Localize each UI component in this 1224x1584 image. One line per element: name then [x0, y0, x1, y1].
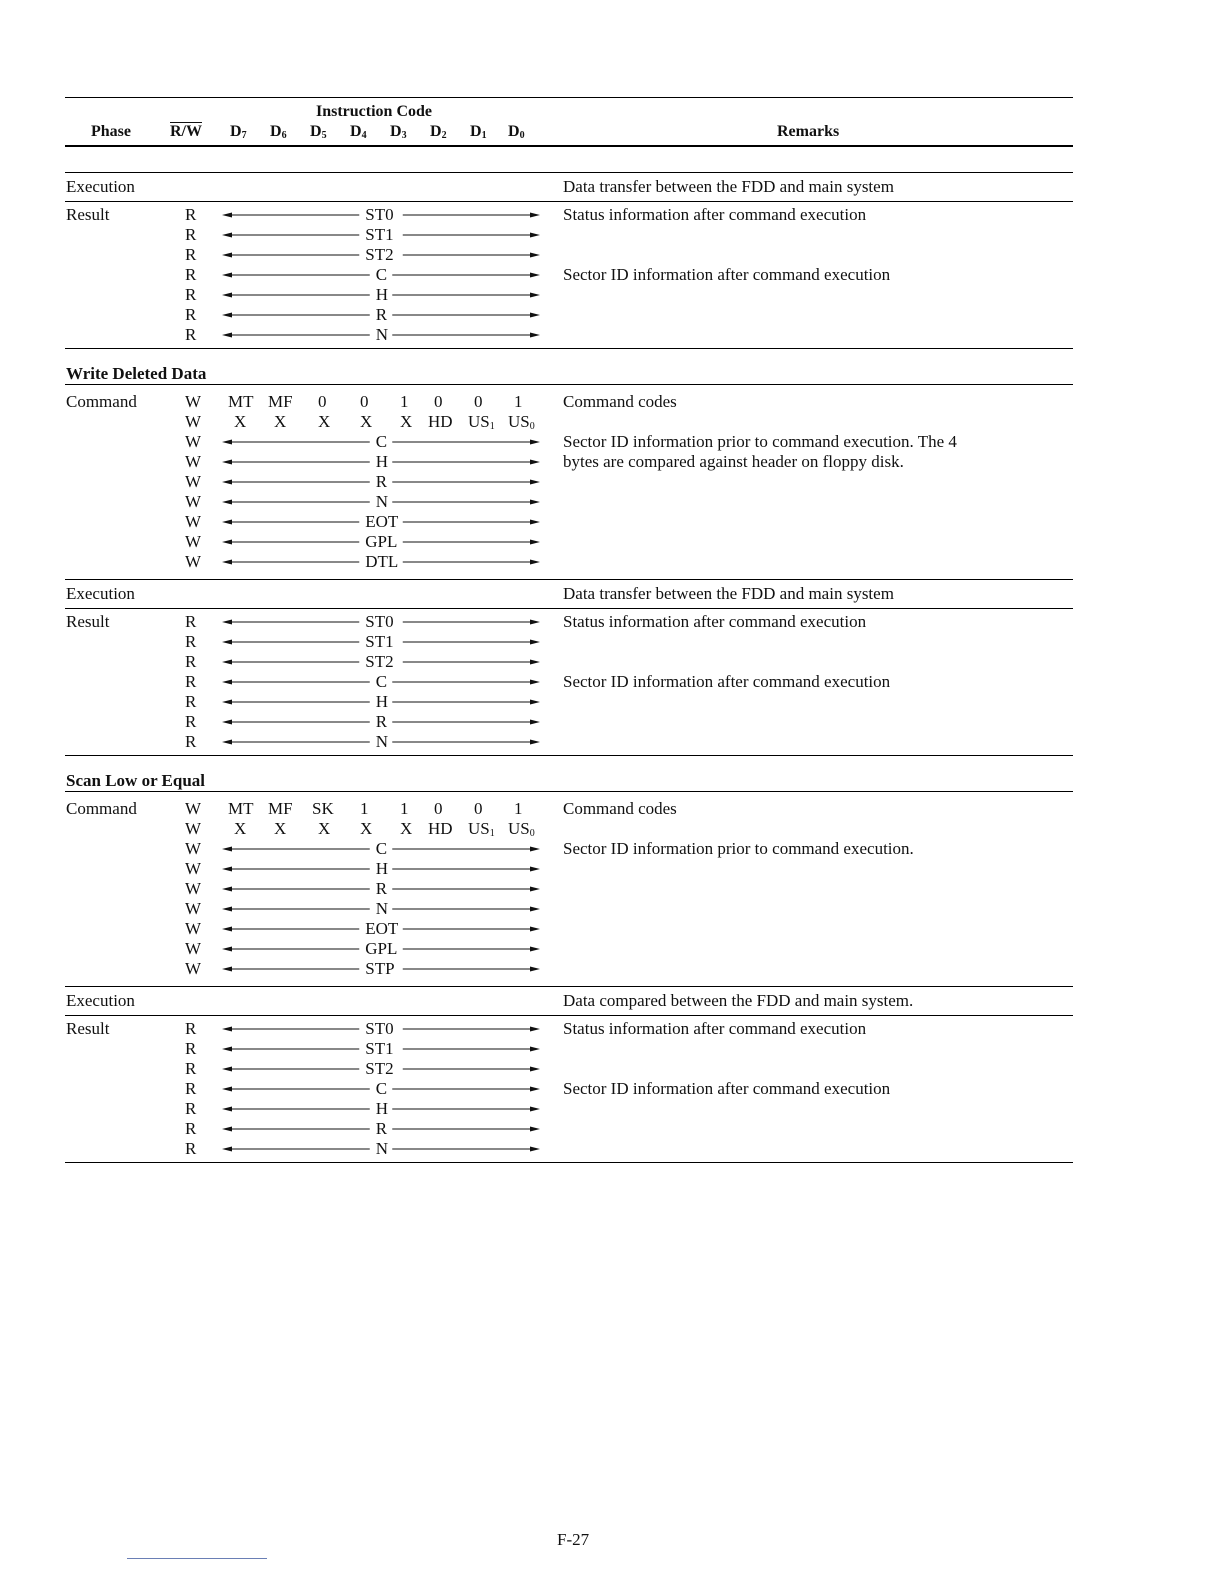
rw-cell: W — [185, 392, 202, 411]
bit-cell: X — [360, 819, 373, 838]
rw-cell: R — [185, 732, 197, 751]
bit-cell: X — [360, 412, 373, 431]
left-arrowhead — [222, 1147, 232, 1152]
field-name-n: N — [375, 492, 389, 511]
rw-cell: R — [185, 692, 197, 711]
bit-cell: X — [234, 819, 247, 838]
rw-cell: R — [185, 652, 197, 671]
bit-cell: X — [274, 412, 287, 431]
bit-heading-d6: $D_6$ — [270, 123, 287, 141]
rw-cell: R — [185, 1099, 197, 1118]
rw-cell: W — [185, 552, 202, 571]
bit-cell: 1 — [400, 799, 409, 818]
rw-cell: W — [185, 472, 202, 491]
bit-cell: HD — [428, 412, 453, 431]
rw-cell: R — [185, 225, 197, 244]
field-name-r: R — [375, 712, 388, 731]
field-name-gpl: GPL — [365, 532, 398, 551]
field-name-r: R — [375, 305, 388, 324]
rw-cell: W — [185, 412, 202, 431]
rw-cell: W — [185, 532, 202, 551]
rw-cell: W — [185, 492, 202, 511]
field-name-c: C — [375, 672, 388, 691]
remark-text: Data transfer between the FDD and main system — [563, 177, 894, 196]
bit-cell: X — [274, 819, 287, 838]
field-name-r: R — [375, 1119, 388, 1138]
rw-cell: R — [185, 265, 197, 284]
bit-cell: $US_1$ — [468, 412, 495, 432]
bit-heading-d0: $D_0$ — [508, 123, 525, 141]
rw-cell: W — [185, 839, 202, 858]
field-name-c: C — [375, 839, 388, 858]
footer-rule — [127, 1558, 267, 1559]
remark-text: Sector ID information prior to command execution. The 4 — [563, 432, 957, 451]
rw-cell: R — [185, 305, 197, 324]
section-title: Scan Low or Equal — [66, 771, 206, 790]
bit-heading-d5: $D_5$ — [310, 123, 327, 141]
rw-cell: R — [185, 1059, 197, 1078]
remark-text: Sector ID information prior to command execution. — [563, 839, 914, 858]
rw-cell: R — [185, 325, 197, 344]
field-name-h: H — [375, 1099, 389, 1118]
field-name-st0: ST0 — [365, 612, 394, 631]
bit-cell: MF — [268, 799, 293, 818]
field-name-h: H — [375, 452, 389, 471]
field-name-c: C — [375, 265, 388, 284]
bottom-rule — [65, 1162, 1073, 1163]
rw-cell: R — [185, 632, 197, 651]
field-name-r: R — [375, 472, 388, 491]
field-name-h: H — [375, 859, 389, 878]
phase-heading: Phase — [91, 123, 131, 140]
bit-cell: X — [400, 819, 413, 838]
bit-cell: MT — [228, 392, 254, 411]
rw-cell: W — [185, 939, 202, 958]
bit-cell: HD — [428, 819, 453, 838]
bit-heading-d4: $D_4$ — [350, 123, 367, 141]
bit-cell: 1 — [514, 392, 523, 411]
bit-cell: $US_0$ — [508, 819, 535, 839]
bit-cell: MF — [268, 392, 293, 411]
rw-cell: W — [185, 899, 202, 918]
bit-cell: 0 — [434, 392, 443, 411]
bit-heading-d1: $D_1$ — [470, 123, 487, 141]
bit-cell: X — [318, 412, 331, 431]
bit-cell: $US_0$ — [508, 412, 535, 432]
bit-heading-d3: $D_3$ — [390, 123, 407, 141]
right-arrowhead — [530, 1147, 540, 1152]
field-name-c: C — [375, 432, 388, 451]
rw-cell: R — [185, 1139, 197, 1158]
field-name-n: N — [375, 732, 389, 751]
bit-heading-d2: $D_2$ — [430, 123, 447, 141]
bit-heading-d7: $D_7$ — [230, 123, 247, 141]
rw-cell: W — [185, 512, 202, 531]
field-name-gpl: GPL — [365, 939, 398, 958]
rw-cell: R — [185, 612, 197, 631]
bit-cell: 0 — [474, 799, 483, 818]
bit-cell: MT — [228, 799, 254, 818]
rw-cell: W — [185, 919, 202, 938]
remark-text: Command codes — [563, 799, 677, 818]
bit-cell: 1 — [400, 392, 409, 411]
bit-cell: 1 — [360, 799, 369, 818]
field-name-st1: ST1 — [365, 632, 394, 651]
remark-text: Status information after command execution — [563, 1019, 867, 1038]
bit-cell: 1 — [514, 799, 523, 818]
page-number: F-27 — [557, 1530, 590, 1549]
bit-cell: $US_1$ — [468, 819, 495, 839]
phase-result: Result — [66, 205, 110, 224]
remark-text: Data compared between the FDD and main system. — [563, 991, 914, 1010]
rw-cell: W — [185, 799, 202, 818]
phase-execution: Execution — [66, 177, 135, 196]
phase-command: Command — [66, 799, 137, 818]
rw-heading: R/W — [170, 123, 202, 140]
bit-cell: 0 — [360, 392, 369, 411]
field-name-eot: EOT — [365, 512, 399, 531]
remark-text: Data transfer between the FDD and main system — [563, 584, 894, 603]
rw-cell: W — [185, 879, 202, 898]
remark-text: bytes are compared against header on floppy disk. — [563, 452, 904, 471]
phase-command: Command — [66, 392, 137, 411]
field-name-n: N — [375, 899, 389, 918]
rw-cell: W — [185, 959, 202, 978]
field-name-h: H — [375, 285, 389, 304]
phase-execution: Execution — [66, 584, 135, 603]
field-name-stp: STP — [365, 959, 395, 978]
instruction-code-heading: Instruction Code — [316, 103, 433, 120]
bit-cell: X — [318, 819, 331, 838]
bit-cell: 0 — [474, 392, 483, 411]
rw-cell: R — [185, 245, 197, 264]
remarks-heading: Remarks — [777, 123, 840, 140]
field-name-st2: ST2 — [365, 245, 394, 264]
remark-text: Sector ID information after command execution — [563, 672, 891, 691]
section-title: Write Deleted Data — [66, 364, 207, 383]
field-name-h: H — [375, 692, 389, 711]
rw-cell: W — [185, 859, 202, 878]
rw-cell: R — [185, 285, 197, 304]
remark-text: Status information after command execution — [563, 205, 867, 224]
rw-cell: W — [185, 452, 202, 471]
rw-cell: W — [185, 819, 202, 838]
rw-cell: R — [185, 1019, 197, 1038]
remark-text: Status information after command execution — [563, 612, 867, 631]
field-name-dtl: DTL — [365, 552, 399, 571]
phase-execution: Execution — [66, 991, 135, 1010]
field-name-eot: EOT — [365, 919, 399, 938]
rw-cell: R — [185, 1039, 197, 1058]
phase-result: Result — [66, 612, 110, 631]
field-name-st1: ST1 — [365, 1039, 394, 1058]
rw-cell: R — [185, 205, 197, 224]
field-name-st2: ST2 — [365, 1059, 394, 1078]
field-name-st0: ST0 — [365, 1019, 394, 1038]
bit-cell: X — [400, 412, 413, 431]
bit-cell: 0 — [434, 799, 443, 818]
remark-text: Sector ID information after command execution — [563, 265, 891, 284]
bit-cell: 0 — [318, 392, 327, 411]
field-name-st1: ST1 — [365, 225, 394, 244]
field-name-r: R — [375, 879, 388, 898]
bit-cell: SK — [312, 799, 334, 818]
field-name-c: C — [375, 1079, 388, 1098]
field-name-st2: ST2 — [365, 652, 394, 671]
field-name-st0: ST0 — [365, 205, 394, 224]
field-name-n: N — [375, 1139, 389, 1158]
rw-cell: W — [185, 432, 202, 451]
bit-cell: X — [234, 412, 247, 431]
rw-cell: R — [185, 1079, 197, 1098]
remark-text: Command codes — [563, 392, 677, 411]
phase-result: Result — [66, 1019, 110, 1038]
rw-cell: R — [185, 712, 197, 731]
rw-cell: R — [185, 1119, 197, 1138]
field-name-n: N — [375, 325, 389, 344]
rw-cell: R — [185, 672, 197, 691]
remark-text: Sector ID information after command execution — [563, 1079, 891, 1098]
